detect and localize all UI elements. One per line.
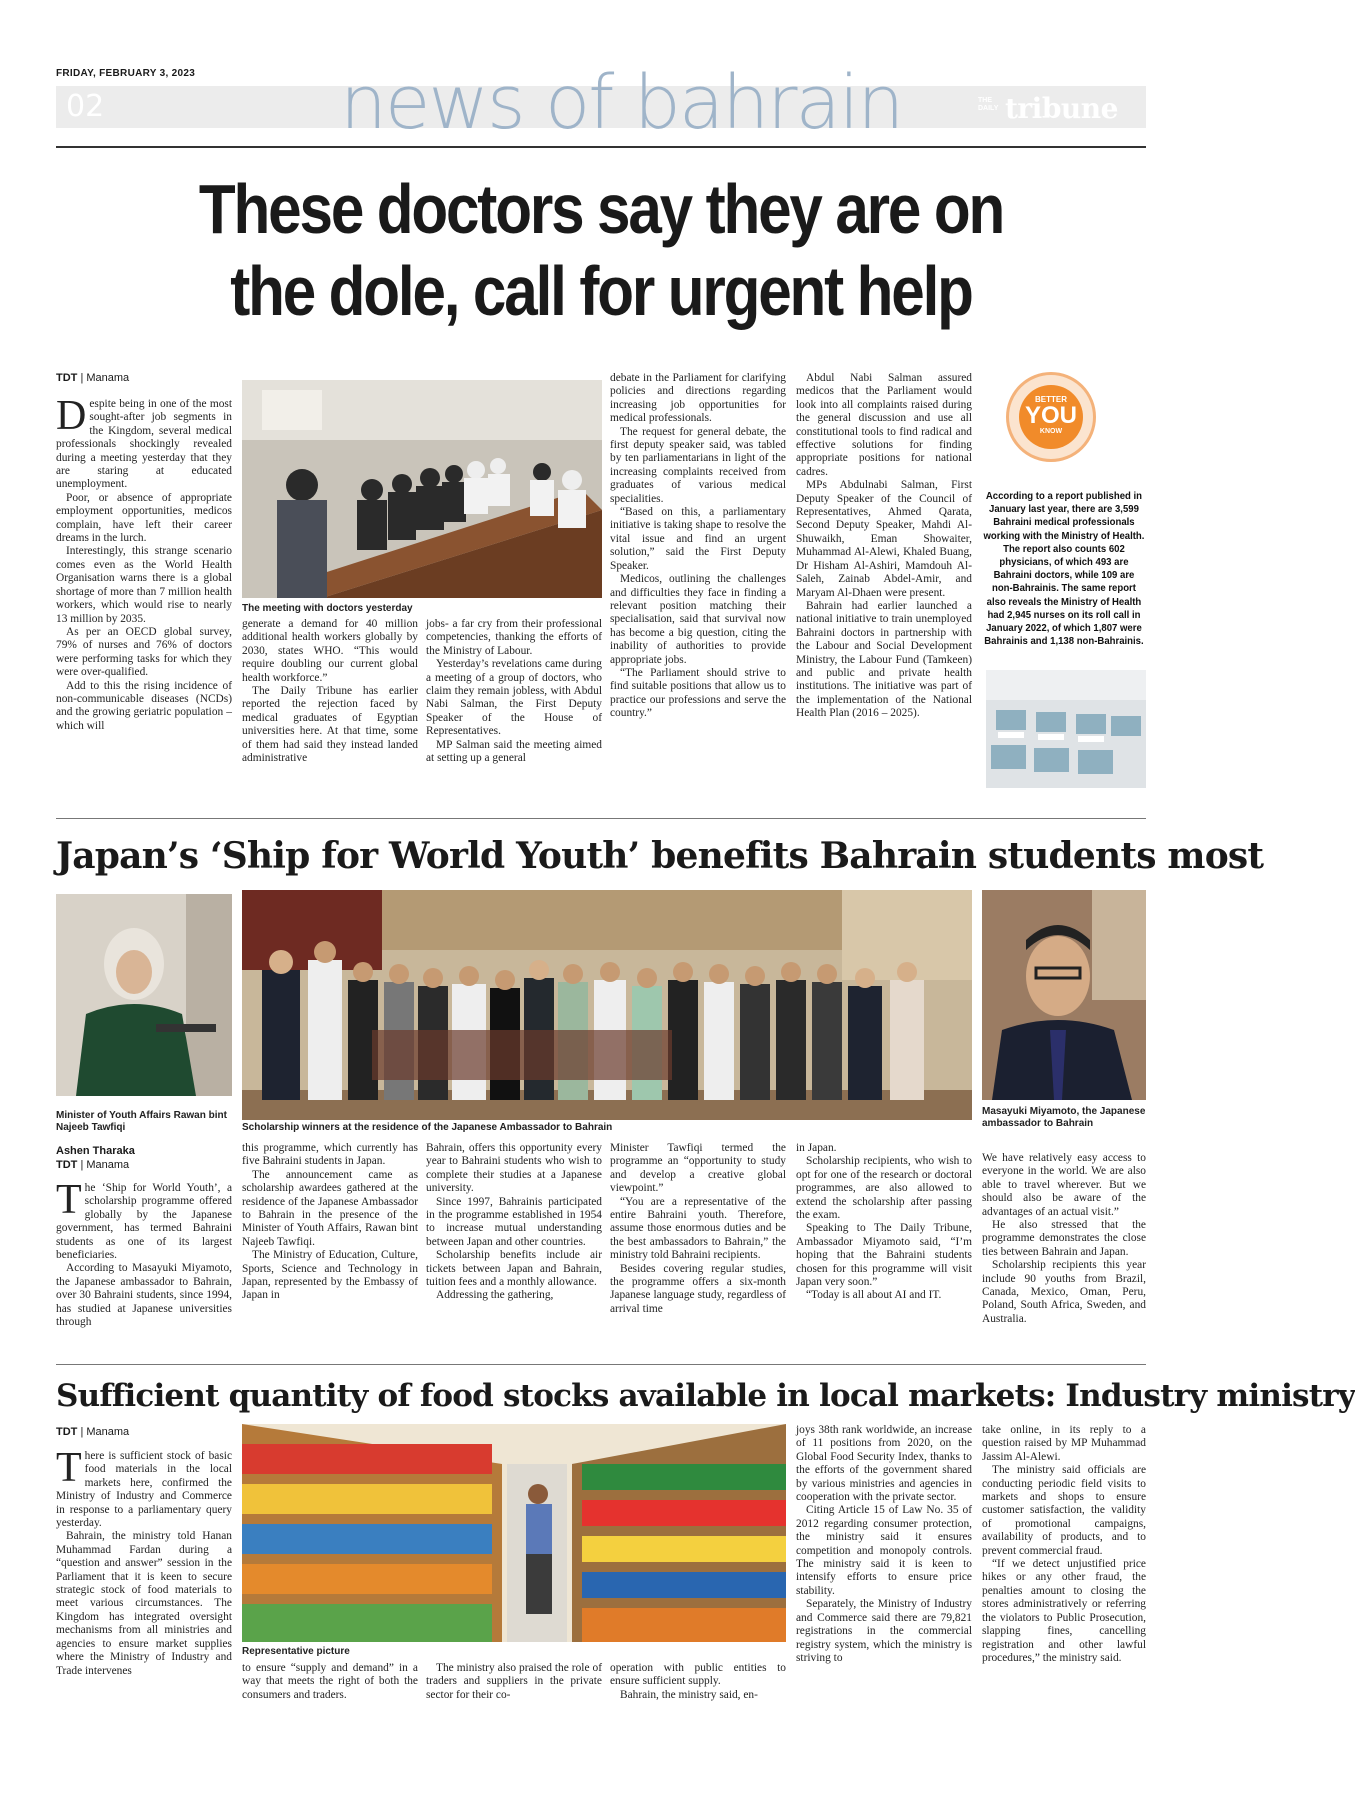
story1-photo-caption: The meeting with doctors yesterday: [242, 603, 413, 614]
story1-col4: debate in the Parliament for clarifying policies and directions regarding increasing job opportunities for medical professionals. The request for general debate, the first deputy speaker said, was tabled by ten parliamentarians in light of the increasing complaints received from graduates of various medical specialities. “Based on this, a parliamentary initiative is taking shape to resolve the vital issue and find an urgent solution,” said the First Deputy Speaker. Medicos, outlining the challenges and difficulties they face in finding a relevant position matching their specialisation, said that survival now has become a big question, citing the inability of authorities to provide appropriate jobs. “The Parliament should strive to find suitable positions that allow us to practice our professions and serve the country.”: [610, 372, 786, 720]
section-title: news of bahrain: [340, 60, 903, 146]
better-you-know-badge: [1006, 372, 1096, 462]
story1-col2: generate a demand for 40 million additional health workers globally by 2030, states WHO. “This would require doubling our current global health workforce.” The Daily Tribune has earlier reported the rejection faced by medical graduates of Egyptian universities here. At that time, some of them had said they instead landed administrative: [242, 618, 418, 765]
story3-col5: joys 38th rank worldwide, an increase of 11 positions from 2020, on the Global Food Security Index, thanks to the efforts of the government shared by various ministries and agencies in cooperation with the private sector. Citing Article 15 of Law No. 35 of 2012 regarding consumer protection, the ministry said it ensures competition and monopoly controls. The ministry said it is keen to intensify efforts to ensure price stability. Separately, the Ministry of Industry and Commerce said there are 79,821 registrations in the commercial registry system, which the ministry is striving to: [796, 1424, 972, 1664]
story1-photo: [242, 380, 602, 598]
story2-col4: Minister Tawfiqi termed the programme an “opportunity to study and develop a creative global viewpoint.” “You are a representative of the entire Bahraini youth. Therefore, assume those enormous duties and be the best ambassadors to Bahrain,” the ministry told Bahraini recipients. Besides covering regular studies, the programme offers a six-month Japanese language study, regardless of arrival time: [610, 1142, 786, 1315]
story2-headline: Japan’s ‘Ship for World Youth’ benefits Bahrain students most: [56, 835, 1264, 877]
sidebar-photo: [986, 670, 1146, 788]
story2-photo-minister: [56, 894, 232, 1096]
story2-caption-left: Minister of Youth Affairs Rawan bint Najeeb Tawfiqi: [56, 1110, 227, 1133]
story2-caption-center: Scholarship winners at the residence of the Japanese Ambassador to Bahrain: [242, 1122, 613, 1133]
page-number: 02: [66, 89, 105, 124]
sidebar-fact-text: According to a report published in January last year, there are 3,599 Bahraini medical professionals working with the Ministry of Health. The report also counts 602 physicians, of which 493 are Bahraini doctors, while 109 are non-Bahrainis. The same report also reveals the Ministry of Health had 2,945 nurses on its roll call in January 2022, of which 1,807 were Bahrainis and 1,138 non-Bahrainis.: [983, 491, 1145, 648]
story2-col1: The ‘Ship for World Youth’, a scholarship programme offered globally by the Japanese government, has termed Bahraini students as one of its largest beneficiaries. According to Masayuki Miyamoto, the Japanese ambassador to Bahrain, over 30 Bahraini students, since 1994, has studied at Japanese universities through: [56, 1177, 232, 1329]
story3-byline: TDT | Manama: [56, 1426, 130, 1438]
story1-col1: Despite being in one of the most sought-after job segments in the Kingdom, several medical professionals shockingly revealed during a meeting yesterday that they are staring at educated unemployment. Poor, or absence of appropriate employment opportunities, medicos complain, have left their career dreams in the lurch. Interestingly, this strange scenario comes even as the World Health Organisation warns there is a global shortage of more than 7 million health workers, which would rise to nearly 13 million by 2035. As per an OECD global survey, 79% of nurses and 76% of doctors were performing tasks for which they were over-qualified. Add to this the rising incidence of non-communicable diseases (NCDs) and the growing geriatric population – which will: [56, 393, 232, 732]
story3-col1: There is sufficient stock of basic food materials in the local markets here, confirmed the Ministry of Industry and Commerce in response to a parliamentary query yesterday. Bahrain, the ministry told Hanan Muhammad Fardan during a “question and answer” session in the Parliament that it is keen to secure strategic stock of food materials to meet various circumstances. The Kingdom has integrated oversight mechanisms from all ministries and agencies to ensure market supplies where the Ministry of Industry and Trade intervenes: [56, 1445, 232, 1677]
brand-logo: tribune: [1005, 92, 1118, 125]
story3-headline: Sufficient quantity of food stocks available in local markets: Industry ministry: [56, 1378, 1355, 1414]
header-rule: [56, 146, 1146, 148]
story2-col6: We have relatively easy access to everyone in the world. We are also able to travel wherever. But we should also be aware of the advantages of an actual visit.” He also stressed that the programme demonstrates the close ties between Bahrain and Japan. Scholarship recipients this year include 90 youths from Brazil, Canada, Mexico, Oman, Peru, Poland, South Africa, Sweden, and Australia.: [982, 1152, 1146, 1325]
story1-headline: These doctors say they are on the dole, call for urgent help: [198, 170, 1004, 330]
story3-col6: take online, in its reply to a question raised by MP Muhammad Jassim Al-Alewi. The ministry said officials are conducting periodic field visits to markets and shops to ensure customer satisfaction, the validity of promotional campaigns, availability of products, and to prevent commercial fraud. “If we detect unjustified price hikes or any other fraud, the penalties amount to closing the stores administratively or referring the violators to Public Prosecution, slapping fines, cancelling registration and other lawful procedures,” the ministry said.: [982, 1424, 1146, 1664]
dateline: FRIDAY, FEBRUARY 3, 2023: [56, 68, 196, 79]
story2-byline: Ashen Tharaka TDT | Manama: [56, 1145, 135, 1171]
divider-1: [56, 818, 1146, 819]
story2-col2: this programme, which currently has five Bahraini students in Japan. The announcement came as scholarship awardees gathered at the residence of the Japanese Ambassador to Bahrain in the presence of the Minister of Youth Affairs, Rawan bint Najeeb Tawfiqi. The Ministry of Education, Culture, Sports, Science and Technology in Japan, represented by the Embassy of Japan in: [242, 1142, 418, 1302]
story1-byline: TDT | Manama: [56, 372, 130, 384]
story3-col4: operation with public entities to ensure sufficient supply. Bahrain, the ministry said, en-: [610, 1662, 786, 1701]
story3-photo-caption: Representative picture: [242, 1646, 350, 1657]
story1-col3: jobs- a far cry from their professional competencies, thanking the efforts of the Ministry of Labour. Yesterday’s revelations came during a meeting of a group of doctors, who claim they remain jobless, with Abdul Nabi Salman, the First Deputy Speaker of the House of Representatives. MP Salman said the meeting aimed at setting up a general: [426, 618, 602, 765]
story3-col2: to ensure “supply and demand” in a way that meets the right of both the consumers and traders.: [242, 1662, 418, 1701]
story2-photo-ambassador: [982, 890, 1146, 1100]
badge-icon: BETTER YOU KNOW: [1019, 385, 1083, 449]
story3-photo: [242, 1424, 786, 1642]
divider-2: [56, 1364, 1146, 1365]
story2-col5: in Japan. Scholarship recipients, who wish to opt for one of the research or doctoral programmes, are also allowed to extend the scholarship after passing the exam. Speaking to The Daily Tribune, Ambassador Miyamoto said, “I’m hoping that the Bahraini students chosen for this programme will visit Japan very soon.” “Today is all about AI and IT.: [796, 1142, 972, 1302]
story1-col5: Abdul Nabi Salman assured medicos that the Parliament would look into all complaints raised during the general discussion and use all constitutional tools to find radical and effective solutions for finding appropriate positions for national cadres. MPs Abdulnabi Salman, First Deputy Speaker of the Council of Representatives, Ahmed Qarata, Second Deputy Speaker, Mahdi Al-Shuwaikh, Eman Showaiter, Muhammad Al-Alewi, Khaled Buang, Dr Hisham Al-Ashiri, Mamdouh Al-Saleh, Zainab Abdel-Amir, and Maryam Al-Dhaen were present. Bahrain had earlier launched a national initiative to train unemployed Bahraini doctors in partnership with the Labour and Social Development Ministry, the Labour Fund (Tamkeen) and public and private health institutions. The initiative was part of the implementation of the National Health Plan (2016 – 2025).: [796, 372, 972, 720]
story2-col3: Bahrain, offers this opportunity every year to Bahraini students who wish to complete their studies at a Japanese university. Since 1997, Bahrainis participated in the programme established in 1954 to increase mutual understanding between Japan and other countries. Scholarship benefits include air tickets between Japan and Bahrain, tuition fees and a monthly allowance. Addressing the gathering,: [426, 1142, 602, 1302]
story2-photo-group: [242, 890, 972, 1120]
brand-prefix: THE DAILY: [978, 97, 999, 112]
story3-col3: The ministry also praised the role of traders and suppliers in the private sector for their co-: [426, 1662, 602, 1701]
story2-caption-right: Masayuki Miyamoto, the Japanese ambassador to Bahrain: [982, 1106, 1146, 1129]
